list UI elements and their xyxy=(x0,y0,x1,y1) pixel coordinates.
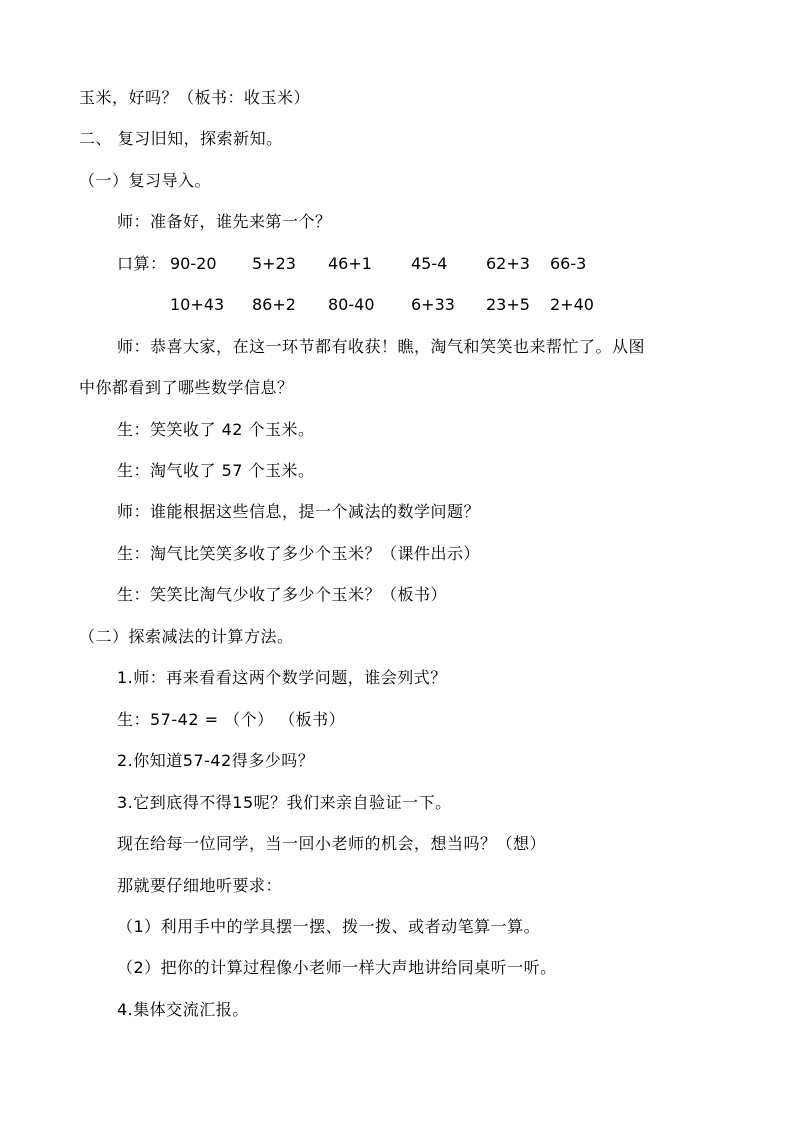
requirement-line: （2）把你的计算过程像小老师一样大声地讲给同桌听一听。 xyxy=(117,958,557,977)
step-line: 那就要仔细地听要求： xyxy=(117,876,283,895)
calc-item: 2+40 xyxy=(550,295,594,314)
calc-item: 66-3 xyxy=(550,254,587,273)
calc-item: 45-4 xyxy=(411,254,448,273)
teacher-line: 师：谁能根据这些信息，提一个减法的数学问题？ xyxy=(117,502,481,521)
text-line-1: 玉米，好吗？（板书：收玉米） xyxy=(79,88,311,107)
step-line: 现在给每一位同学，当一回小老师的机会，想当吗？（想） xyxy=(117,834,547,853)
step-line: 生：57-42 = （个） （板书） xyxy=(117,710,346,729)
requirement-line: （1）利用手中的学具摆一摆、拨一拨、或者动笔算一算。 xyxy=(117,917,541,936)
subsection-heading-intro: （一）复习导入。 xyxy=(79,171,212,190)
subsection-heading-subtraction: （二）探索减法的计算方法。 xyxy=(79,627,294,646)
oral-calc-label: 口算： xyxy=(117,254,167,273)
student-line: 生：淘气收了 57 个玉米。 xyxy=(117,461,315,480)
student-line: 生：笑笑收了 42 个玉米。 xyxy=(117,420,315,439)
teacher-paragraph-line-2: 中你都看到了哪些数学信息？ xyxy=(79,378,294,397)
calc-item: 86+2 xyxy=(252,295,296,314)
step-line: 2.你知道57-42得多少吗？ xyxy=(117,751,315,770)
section-heading-review: 二、 复习旧知，探索新知。 xyxy=(79,129,283,148)
step-line: 4.集体交流汇报。 xyxy=(117,1000,249,1019)
calc-item: 23+5 xyxy=(486,295,530,314)
calc-item: 80-40 xyxy=(328,295,375,314)
step-line: 3.它到底得不得15呢？我们来亲自验证一下。 xyxy=(117,793,452,812)
calc-item: 90-20 xyxy=(170,254,217,273)
teacher-line-ready: 师：准备好，谁先来第一个？ xyxy=(117,212,332,231)
calc-item: 62+3 xyxy=(486,254,530,273)
calc-item: 5+23 xyxy=(252,254,296,273)
calc-item: 10+43 xyxy=(170,295,225,314)
calc-item: 46+1 xyxy=(328,254,372,273)
student-line: 生：笑笑比淘气少收了多少个玉米？（板书） xyxy=(117,585,448,604)
student-line: 生：淘气比笑笑多收了多少个玉米？（课件出示） xyxy=(117,544,481,563)
calc-item: 6+33 xyxy=(411,295,455,314)
teacher-paragraph-line-1: 师：恭喜大家，在这一环节都有收获！瞧，淘气和笑笑也来帮忙了。从图 xyxy=(117,337,646,356)
step-line: 1.师：再来看看这两个数学问题，谁会列式？ xyxy=(117,668,447,687)
